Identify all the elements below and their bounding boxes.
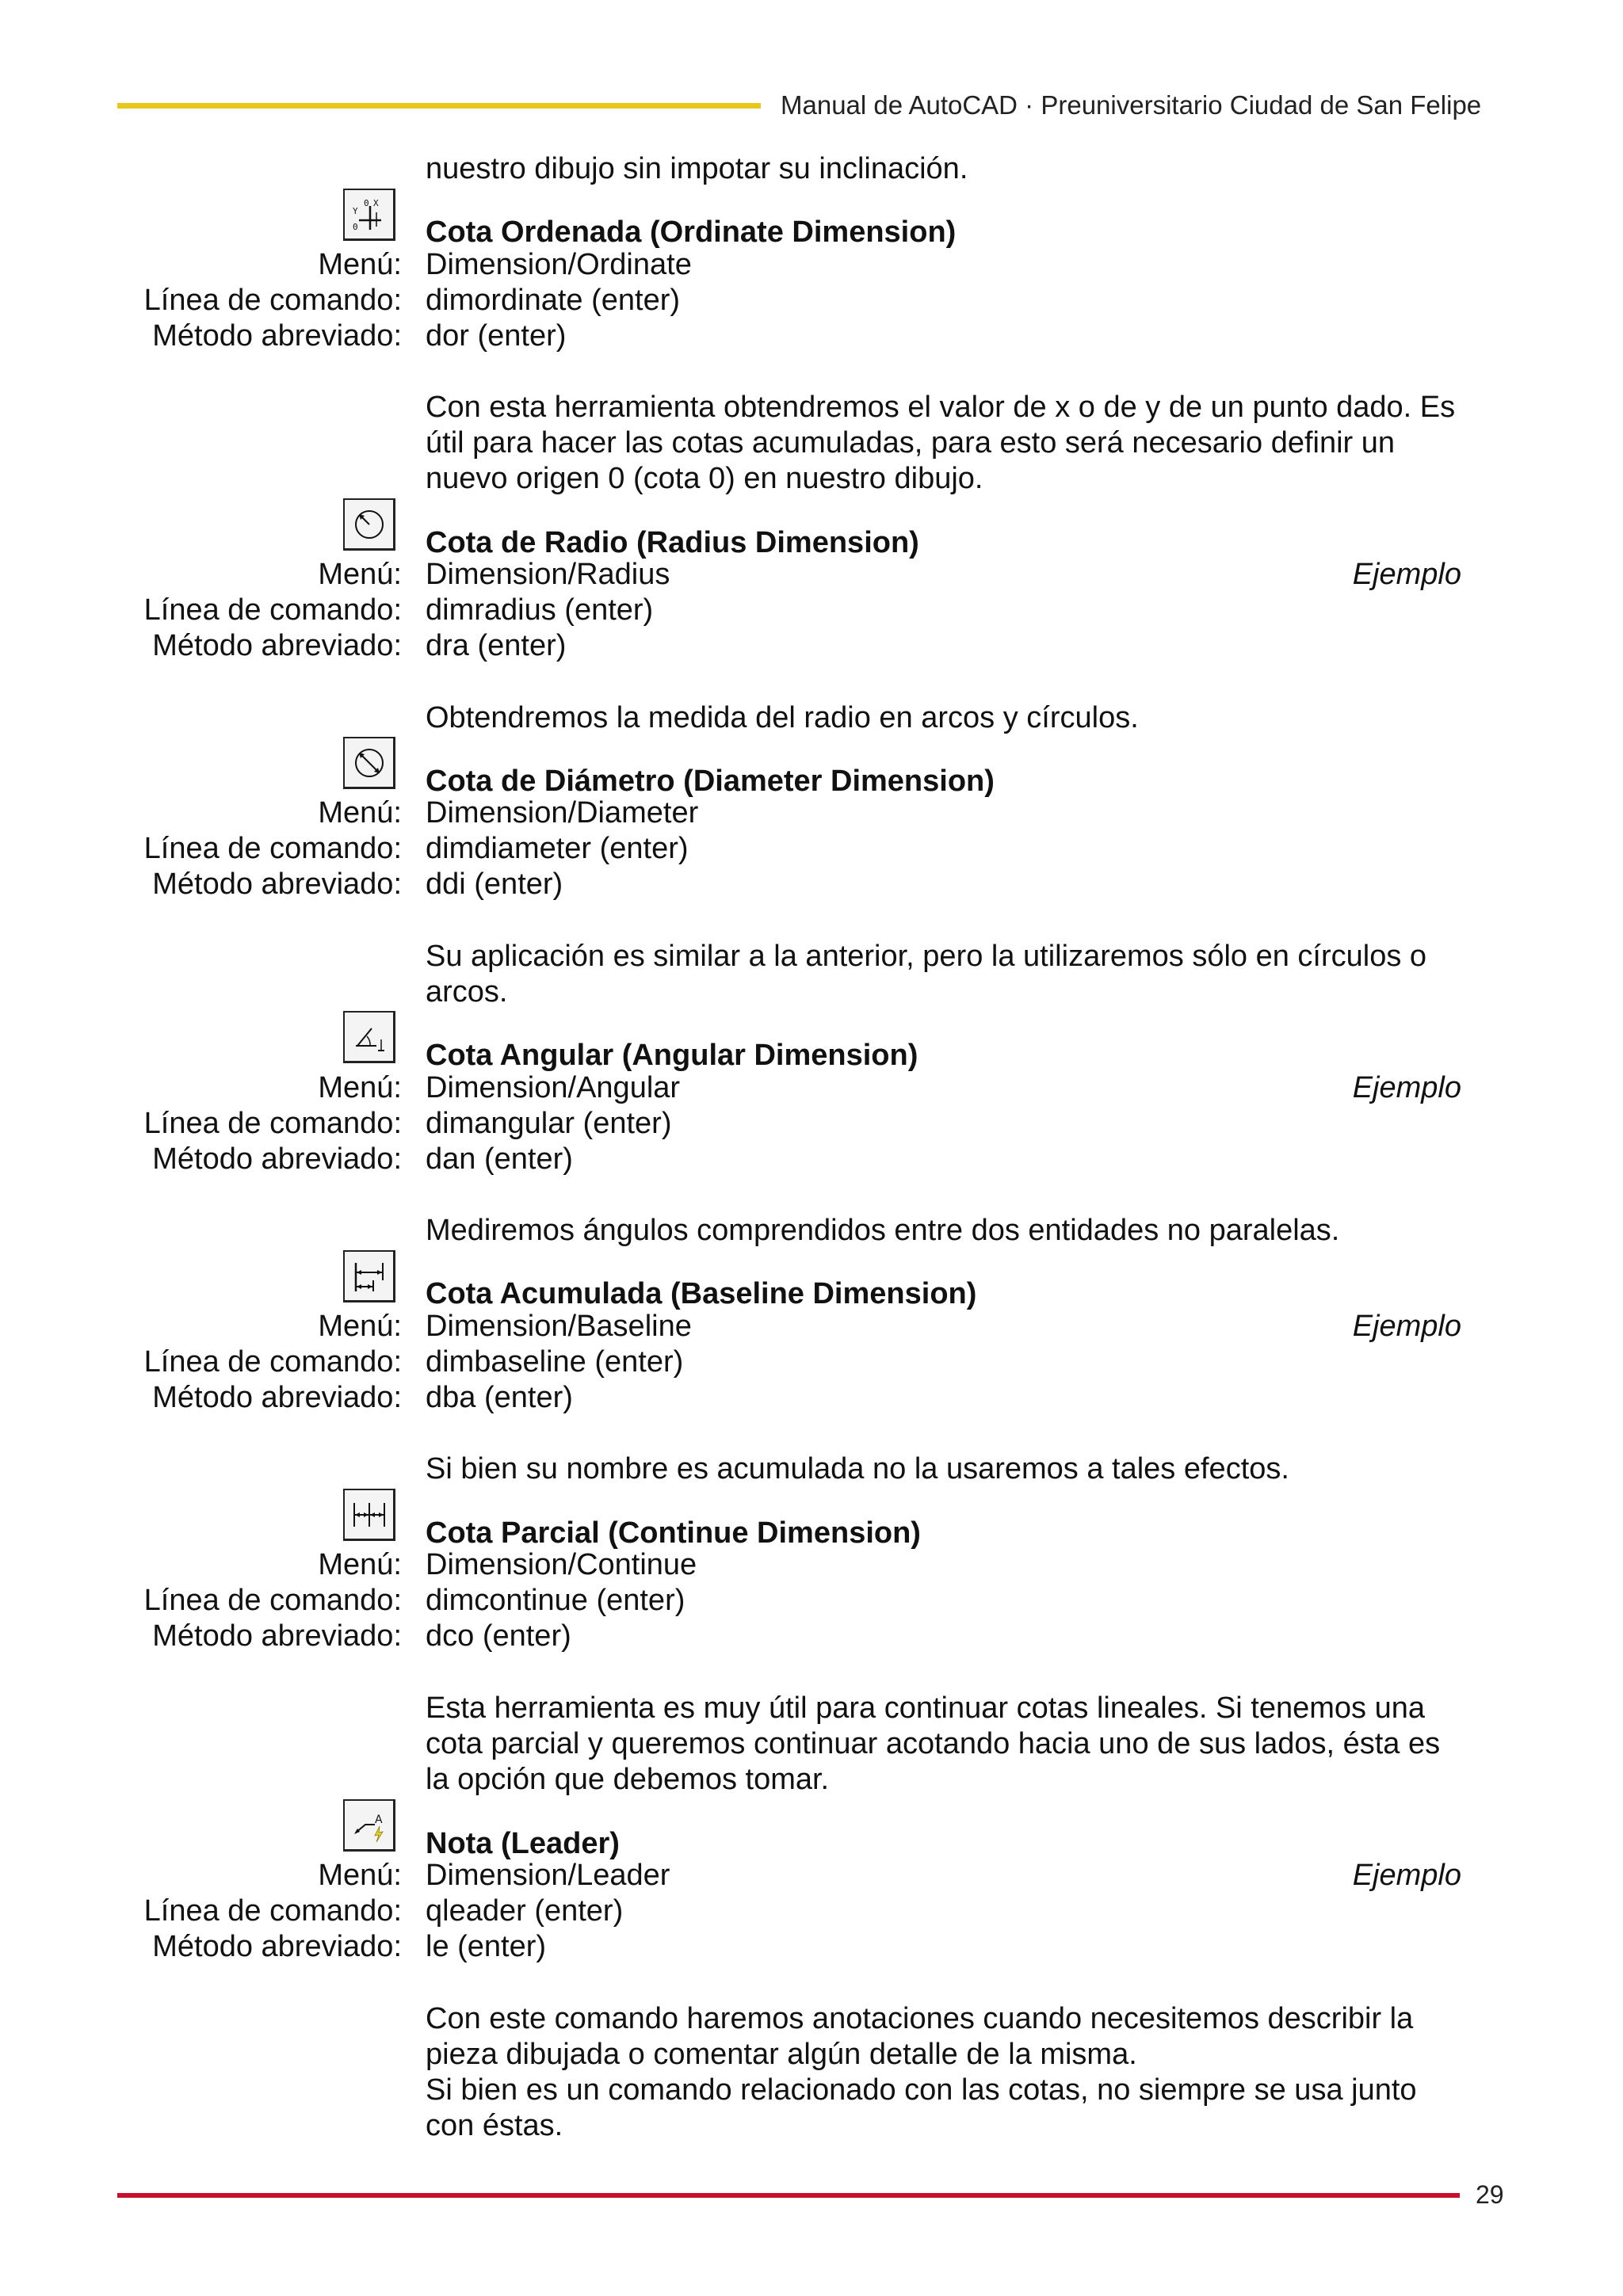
- description-line: Con esta herramienta obtendremos el valor de x o de y de un punto dado. Es: [426, 391, 1456, 424]
- svg-text:Y: Y: [353, 206, 358, 216]
- menu-path: Dimension/Continue: [426, 1548, 697, 1581]
- description-line: Si bien es un comando relacionado con las cotas, no siempre se usa junto: [426, 2073, 1417, 2107]
- baseline-dimension-glyph: [349, 1257, 389, 1296]
- shortcut-label: Método abreviado:: [152, 1381, 402, 1414]
- shortcut-label: Método abreviado:: [152, 1930, 402, 1963]
- continue-dimension-glyph: [349, 1495, 389, 1535]
- menu-label: Menú:: [318, 1310, 402, 1343]
- menu-path: Dimension/Ordinate: [426, 248, 692, 281]
- menu-path: Dimension/Baseline: [426, 1310, 692, 1343]
- menu-label: Menú:: [318, 796, 402, 830]
- command-text: dimcontinue (enter): [426, 1584, 685, 1617]
- menu-path: Dimension/Diameter: [426, 796, 699, 830]
- description-line: Con este comando haremos anotaciones cuando necesitemos describir la: [426, 2002, 1414, 2035]
- menu-label: Menú:: [318, 558, 402, 591]
- menu-label: Menú:: [318, 248, 402, 281]
- svg-text:0: 0: [353, 222, 358, 232]
- command-line-label: Línea de comando:: [143, 832, 402, 865]
- shortcut-text: dba (enter): [426, 1381, 573, 1414]
- command-line-label: Línea de comando:: [143, 593, 402, 627]
- ordinate-dimension-icon[interactable]: [343, 189, 395, 241]
- section-title: Cota de Radio (Radius Dimension): [426, 526, 919, 559]
- footer-rule: [117, 2193, 1460, 2198]
- section-title: Cota Parcial (Continue Dimension): [426, 1516, 921, 1550]
- example-link[interactable]: Ejemplo: [1352, 1310, 1461, 1343]
- command-line-label: Línea de comando:: [143, 1107, 402, 1140]
- shortcut-label: Método abreviado:: [152, 629, 402, 662]
- shortcut-text: le (enter): [426, 1930, 547, 1963]
- menu-label: Menú:: [318, 1859, 402, 1892]
- baseline-dimension-icon[interactable]: [343, 1250, 395, 1302]
- intro-continuation: nuestro dibujo sin impotar su inclinación.: [426, 152, 968, 185]
- radius-dimension-icon[interactable]: [343, 498, 395, 551]
- command-text: dimdiameter (enter): [426, 832, 689, 865]
- example-link[interactable]: Ejemplo: [1352, 558, 1461, 591]
- shortcut-text: ddi (enter): [426, 868, 563, 901]
- shortcut-text: dan (enter): [426, 1142, 573, 1176]
- command-line-label: Línea de comando:: [143, 1584, 402, 1617]
- section-title: Cota Ordenada (Ordinate Dimension): [426, 215, 957, 249]
- shortcut-text: dra (enter): [426, 629, 567, 662]
- shortcut-label: Método abreviado:: [152, 1619, 402, 1653]
- section-title: Cota Acumulada (Baseline Dimension): [426, 1277, 977, 1310]
- leader-icon[interactable]: [343, 1799, 395, 1852]
- command-line-label: Línea de comando:: [143, 1894, 402, 1928]
- command-text: dimordinate (enter): [426, 284, 681, 317]
- command-line-label: Línea de comando:: [143, 284, 402, 317]
- description-line: útil para hacer las cotas acumuladas, para esto será necesario definir un: [426, 426, 1396, 460]
- leader-glyph: [349, 1806, 389, 1845]
- description-line: Su aplicación es similar a la anterior, pero la utilizaremos sólo en círculos o: [426, 940, 1427, 973]
- svg-text:A: A: [375, 1814, 383, 1826]
- ordinate-dimension-glyph: [349, 195, 389, 235]
- section-title: Cota de Diámetro (Diameter Dimension): [426, 765, 995, 798]
- description-line: nuevo origen 0 (cota 0) en nuestro dibujo.: [426, 462, 983, 495]
- description-line: Mediremos ángulos comprendidos entre dos entidades no paralelas.: [426, 1214, 1340, 1247]
- menu-label: Menú:: [318, 1548, 402, 1581]
- diameter-dimension-glyph: [349, 743, 389, 783]
- shortcut-label: Método abreviado:: [152, 1142, 402, 1176]
- radius-dimension-glyph: [349, 505, 389, 544]
- description-line: pieza dibujada o comentar algún detalle de la misma.: [426, 2038, 1137, 2071]
- page-number: 29: [1476, 2180, 1504, 2209]
- shortcut-label: Método abreviado:: [152, 868, 402, 901]
- menu-label: Menú:: [318, 1071, 402, 1104]
- description-line: arcos.: [426, 975, 508, 1009]
- command-line-label: Línea de comando:: [143, 1345, 402, 1379]
- description-line: con éstas.: [426, 2109, 563, 2142]
- command-text: dimbaseline (enter): [426, 1345, 684, 1379]
- svg-text:X: X: [373, 198, 379, 208]
- description-line: la opción que debemos tomar.: [426, 1763, 830, 1796]
- menu-path: Dimension/Leader: [426, 1859, 670, 1892]
- shortcut-text: dor (enter): [426, 319, 567, 353]
- command-text: dimangular (enter): [426, 1107, 672, 1140]
- command-text: dimradius (enter): [426, 593, 654, 627]
- angular-dimension-icon[interactable]: [343, 1011, 395, 1063]
- shortcut-label: Método abreviado:: [152, 319, 402, 353]
- angular-dimension-glyph: [349, 1017, 389, 1057]
- command-text: qleader (enter): [426, 1894, 624, 1928]
- section-title: Cota Angular (Angular Dimension): [426, 1039, 918, 1072]
- menu-path: Dimension/Angular: [426, 1071, 681, 1104]
- description-line: Si bien su nombre es acumulada no la usaremos a tales efectos.: [426, 1452, 1289, 1486]
- description-line: Obtendremos la medida del radio en arcos y círculos.: [426, 701, 1139, 734]
- diameter-dimension-icon[interactable]: [343, 737, 395, 789]
- menu-path: Dimension/Radius: [426, 558, 670, 591]
- description-line: Esta herramienta es muy útil para continuar cotas lineales. Si tenemos una: [426, 1691, 1425, 1725]
- shortcut-text: dco (enter): [426, 1619, 571, 1653]
- continue-dimension-icon[interactable]: [343, 1489, 395, 1541]
- description-line: cota parcial y queremos continuar acotando hacia uno de sus lados, ésta es: [426, 1727, 1441, 1760]
- svg-text:0: 0: [364, 198, 369, 208]
- example-link[interactable]: Ejemplo: [1352, 1071, 1461, 1104]
- section-title: Nota (Leader): [426, 1827, 620, 1860]
- header-title: Manual de AutoCAD · Preuniversitario Ciudad de San Felipe: [781, 90, 1482, 120]
- example-link[interactable]: Ejemplo: [1352, 1859, 1461, 1892]
